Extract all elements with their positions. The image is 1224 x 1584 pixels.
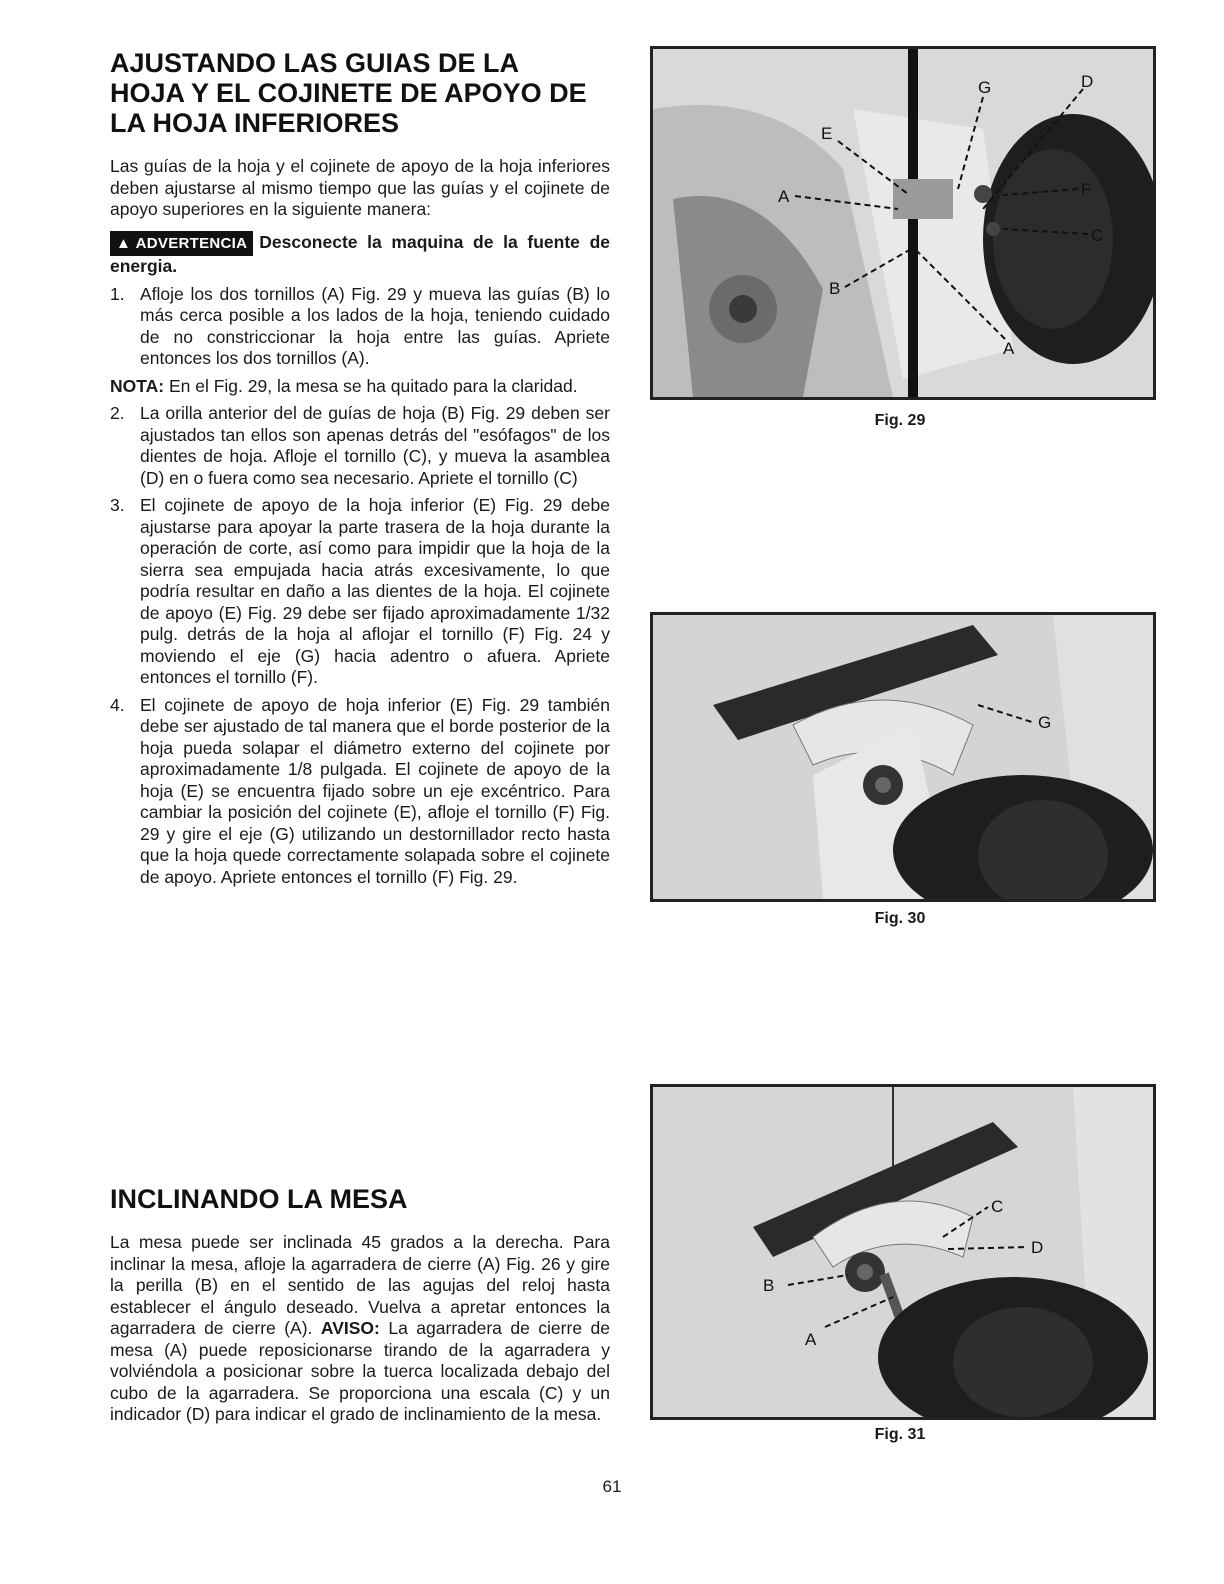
- section-title: INCLINANDO LA MESA: [110, 1184, 408, 1214]
- section-tilting-table: [110, 1184, 610, 1426]
- callout-label: B: [763, 1276, 775, 1295]
- section-blade-guides: [110, 48, 610, 888]
- page-number: 61: [602, 1477, 622, 1496]
- callout-label: C: [1091, 226, 1104, 245]
- callout-label: A: [1003, 339, 1015, 358]
- note-label: NOTA:: [110, 375, 165, 396]
- warning-text: Desconecte la maquina de la fuente de energia.: [110, 231, 610, 276]
- callout-label: F: [1081, 180, 1092, 199]
- note-text: En el Fig. 29, la mesa se ha quitado para la claridad.: [168, 375, 578, 396]
- list-item: 4. El cojinete de apoyo de hoja inferior (E) Fig. 29 también debe ser ajustado de tal manera que el borde posterior de la hoja pueda solapar el diámetro externo del cojinete por aproximadamente 1/8 pulgada. El cojinete de apoyo de la hoja (E) se encuentra fijado sobre un eje excéntrico. Para cambiar la posición del cojinete (E), afloje el tornillo (F) Fig. 29 y gire el eje (G) utilizando un destornillador recto hasta que la hoja quede correctamente solapada sobre el cojinete de apoyo. Apriete entonces el tornillo (F) Fig. 29.: [110, 694, 610, 887]
- callout-label: G: [1038, 713, 1052, 732]
- list-item: 2. La orilla anterior del de guías de hoja (B) Fig. 29 deben ser ajustados tan ellos son apenas detrás del "esófagos" de los dientes de hoja. Afloje el tornillo (C), y mueva la asamblea (D) en o fuera como sea necesario. Apriete el tornillo (C): [110, 403, 610, 488]
- callout-label: D: [1031, 1238, 1044, 1257]
- section-title: AJUSTANDO LAS GUIAS DE LA HOJA Y EL COJINETE DE APOYO DE LA HOJA INFERIORES: [110, 48, 587, 138]
- steps-list-cont: [110, 403, 610, 888]
- warning: [110, 231, 610, 278]
- list-item: 3. El cojinete de apoyo de la hoja inferior (E) Fig. 29 debe ajustarse para apoyar la parte trasera de la hoja durante la operación de corte, así como para impidir que la hoja de la sierra sea empujada hacia atrás excesivamente, lo que podría resultar en daño a las dientes de la hoja. El cojinete de apoyo (E) Fig. 29 debe ser fijado aproximadamente 1/32 pulg. detrás de la hoja al aflojar el tornillo (F) Fig. 24 y moviendo el eje (G) hacia adentro o afuera. Apriete entonces el tornillo (F).: [110, 495, 610, 687]
- intro-paragraph: Las guías de la hoja y el cojinete de apoyo de la hoja inferiores deben ajustarse al mismo tiempo que las guías y el cojinete de apoyo superiores en la siguiente manera:: [110, 156, 610, 219]
- callout-label: A: [805, 1330, 817, 1349]
- figure-31-image: [650, 1084, 1156, 1420]
- callout-label: A: [778, 187, 790, 206]
- list-item: 1. Afloje los dos tornillos (A) Fig. 29 y mueva las guías (B) lo más cerca posible a los lados de la hoja, teniendo cuidado de no constriccionar la hoja entre las guías. Apriete entonces los dos tornillos (A).: [110, 283, 610, 368]
- figure-30-caption: Fig. 30: [874, 910, 926, 927]
- steps-list: [110, 284, 610, 370]
- note: [110, 376, 610, 398]
- callout-label: B: [829, 279, 841, 298]
- figure-29-image: [650, 46, 1156, 400]
- callout-label: C: [991, 1197, 1004, 1216]
- warning-badge: ▲ ADVERTENCIA: [110, 231, 253, 257]
- figure-31-caption: Fig. 31: [874, 1426, 926, 1443]
- callout-label: E: [821, 124, 833, 143]
- figure-30-image: [650, 612, 1156, 902]
- figure-29-caption: Fig. 29: [874, 412, 926, 429]
- callout-label: G: [978, 78, 992, 97]
- body-paragraph: La mesa puede ser inclinada 45 grados a la derecha. Para inclinar la mesa, afloje la agarradera de cierre (A) Fig. 26 y gire la perilla (B) en el sentido de las agujas del reloj hasta establecer el ángulo deseado. Vuelva a apretar entonces la agarradera de cierre (A). AVISO: La agarradera de cierre de mesa (A) puede reposicionarse tirando de la agarradera y volviéndola a posicionar sobre la tuerca localizada debajo del cubo de la agarradera. Se proporciona una escala (C) y un indicador (D) para indicar el grado de inclinamiento de la mesa.: [110, 1232, 610, 1424]
- callout-label: D: [1081, 72, 1094, 91]
